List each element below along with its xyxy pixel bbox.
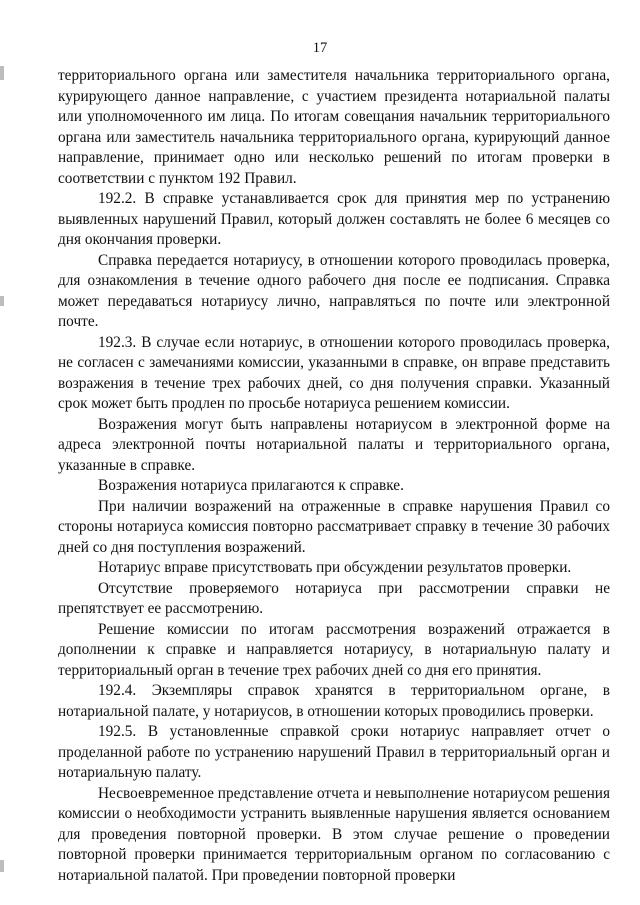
scan-edge-mark <box>0 296 4 306</box>
page-number: 17 <box>312 40 328 56</box>
document-body <box>58 66 610 886</box>
paragraph: При наличии возражений на отраженные в справке нарушения Правил со стороны нотариуса комиссия повторно рассматривает справку в течение 30 рабочих дней со дня поступления возражений. <box>58 497 610 556</box>
paragraph: Возражения нотариуса прилагаются к справке. <box>98 477 404 494</box>
paragraph: 192.2. В справке устанавливается срок для принятия мер по устранению выявленных нарушений Правил, который должен составлять не более 6 месяцев со дня окончания проверки. <box>58 190 610 248</box>
paragraph: территориального органа или заместителя начальника территориального органа, курирующего данное направление, с участием президента нотариальной палаты или уполномоченного им лица. По итогам совещания начальник территориального органа или заместитель начальника территориального органа, курирующий данное направление, принимает одно или несколько решений по итогам проверки в соответствии с пунктом 192 Правил. <box>58 67 610 187</box>
paragraph: Несвоевременное представление отчета и невыполнение нотариусом решения комиссии о необходимости устранить выявленные нарушения является основанием для проведения повторной проверки. В этом случае решение о проведении повторной проверки принимается территориальным органом по согласованию с нотариальной палатой. При проведении повторной проверки <box>58 784 610 884</box>
paragraph: Решение комиссии по итогам рассмотрения возражений отражается в дополнении к справке и направляется нотариусу, в нотариальную палату и территориальный орган в течение трех рабочих дней со дня его принятия. <box>58 620 610 679</box>
paragraph: Возражения могут быть направлены нотариусом в электронной форме на адреса электронной почты нотариальной палаты и территориального органа, указанные в справке. <box>58 415 610 474</box>
paragraph: Нотариус вправе присутствовать при обсуждении результатов проверки. <box>98 559 572 576</box>
scan-edge-mark <box>0 66 4 80</box>
paragraph: Справка передается нотариусу, в отношении которого проводилась проверка, для ознакомления в течение одного рабочего дня после ее подписания. Справка может передаваться нотариусу лично, направляться по почте или электронной почте. <box>58 251 610 330</box>
scan-edge-mark <box>0 860 4 872</box>
paragraph: 192.4. Экземпляры справок хранятся в территориальном органе, в нотариальной палате, у нотариусов, в отношении которых проводились проверки. <box>58 682 610 720</box>
paragraph: 192.5. В установленные справкой сроки нотариус направляет отчет о проделанной работе по устранению нарушений Правил в территориальный орган и нотариальную палату. <box>58 723 610 781</box>
paragraph: Отсутствие проверяемого нотариуса при рассмотрении справки не препятствует ее рассмотрению. <box>58 579 610 617</box>
paragraph: 192.3. В случае если нотариус, в отношении которого проводилась проверка, не согласен с замечаниями комиссии, указанными в справке, он вправе представить возражения в течение трех рабочих дней, со дня получения справки. Указанный срок может быть продлен по просьбе нотариуса решением комиссии. <box>58 333 610 412</box>
